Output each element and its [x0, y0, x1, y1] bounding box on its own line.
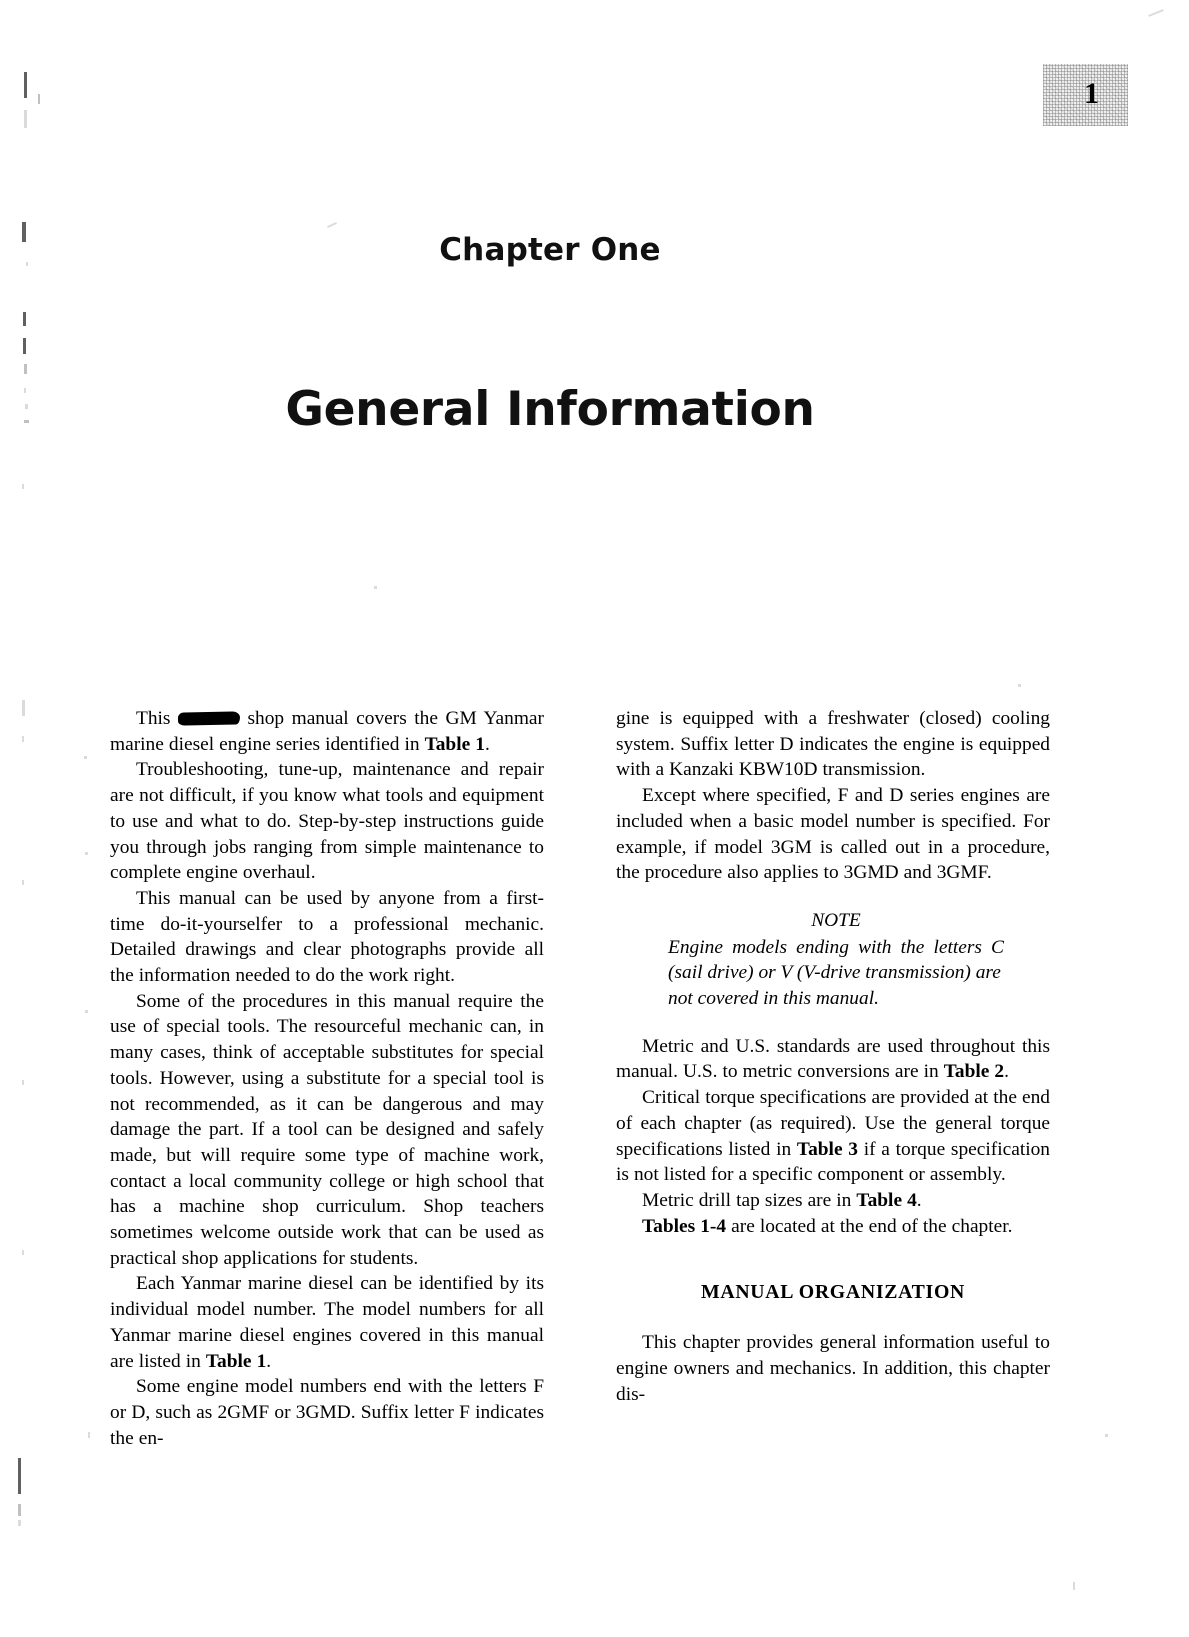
paragraph-chapter-overview: This chapter provides general information useful to engine owners and mechanics. In addition, this chapter dis-	[616, 1332, 1050, 1405]
paragraph-series-inclusion: Except where specified, F and D series engines are included when a basic model number is specified. For example, if model 3GM is called out in a procedure, the procedure also applies to 3GMD and 3GMF.	[616, 785, 1050, 884]
torque-tail: if a torque specification is not listed for a specific component or assembly.	[616, 1138, 1050, 1186]
torque-lead: Critical torque specifications are provided at the end of each chapter (as required). Use the general torque specifications listed in	[616, 1087, 1050, 1160]
note-block	[616, 908, 1050, 1012]
paragraph-model-numbers	[110, 1271, 544, 1374]
table-reference-1b: Table 1	[205, 1350, 267, 1372]
table-reference-1: Table 1	[424, 733, 485, 755]
left-column	[110, 706, 544, 1451]
intro-tail: .	[484, 733, 490, 755]
scan-artifact	[22, 1250, 24, 1255]
metric-lead: Metric and U.S. standards are used throughout this manual. U.S. to metric conversions are in	[616, 1035, 1050, 1083]
scan-artifact	[22, 222, 26, 242]
scan-artifact	[1073, 1582, 1075, 1590]
scan-artifact	[24, 110, 27, 128]
scan-artifact	[18, 1520, 21, 1526]
scan-artifact	[23, 312, 26, 326]
intro-lead: This	[136, 708, 178, 729]
scan-artifact	[26, 262, 28, 266]
paragraph-audience: This manual can be used by anyone from a first-time do-it-yourselfer to a professional mechanic. Detailed drawings and clear photographs provide all the information needed to do the work right.	[110, 887, 544, 987]
intro-mid: shop manual covers the GM Yanmar marine diesel engine series identified in	[110, 708, 544, 755]
scan-artifact	[84, 756, 87, 759]
scan-artifact	[24, 420, 29, 423]
scan-artifact	[22, 1080, 24, 1085]
table-reference-3: Table 3	[796, 1138, 858, 1160]
paragraph-troubleshooting: Troubleshooting, tune-up, maintenance and repair are not difficult, if you know what tools and equipment to use and what to do. Step-by-step instructions guide you through jobs ranging from simple maintenance to complete engine overhaul.	[110, 759, 544, 884]
scan-artifact	[18, 1458, 21, 1494]
scan-artifact	[374, 586, 377, 589]
scan-artifact	[1018, 684, 1021, 687]
drill-tap-lead: Metric drill tap sizes are in	[642, 1189, 857, 1211]
body-columns	[110, 706, 1050, 1451]
scan-artifact	[24, 72, 27, 98]
scan-artifact	[85, 852, 88, 855]
note-label: NOTE	[811, 909, 861, 931]
paragraph-metric-standards	[616, 1034, 1050, 1085]
scan-artifact	[25, 404, 28, 409]
scan-artifact	[24, 364, 27, 374]
table-reference-4: Table 4	[856, 1189, 917, 1211]
scan-artifact	[1105, 1434, 1108, 1437]
drill-tap-tail: .	[916, 1189, 922, 1211]
model-numbers-lead: Each Yanmar marine diesel can be identified by its individual model number. The model numbers for all Yanmar marine diesel engines covered in this manual are listed in	[110, 1273, 544, 1372]
table-reference-1-4: Tables 1-4	[642, 1215, 727, 1237]
scan-artifact	[1148, 9, 1164, 17]
paragraph-tables-location	[616, 1214, 1050, 1240]
scan-artifact	[22, 736, 24, 742]
scan-artifact	[85, 1010, 88, 1013]
redaction-bar	[178, 711, 240, 725]
scan-artifact	[22, 484, 24, 489]
scan-artifact	[22, 700, 25, 716]
scan-artifact	[88, 1432, 90, 1438]
paragraph-intro	[110, 706, 544, 757]
scan-artifact	[24, 388, 26, 393]
scan-artifact	[23, 338, 26, 354]
note-line-3: not covered in this manual.	[668, 988, 879, 1010]
paragraph-suffix-letters: Some engine model numbers end with the letters F or D, such as 2GMF or 3GMD. Suffix letter F indicates the en-	[110, 1376, 544, 1449]
model-numbers-tail: .	[266, 1350, 272, 1372]
right-column	[616, 706, 1050, 1451]
paragraph-drill-tap	[616, 1188, 1050, 1214]
note-line-1: Engine models ending with the letters C	[668, 936, 1004, 958]
paragraph-cooling-system: gine is equipped with a freshwater (closed) cooling system. Suffix letter D indicates the engine is equipped with a Kanzaki KBW10D transmission.	[616, 708, 1050, 781]
page-number: 1	[1084, 77, 1099, 110]
section-heading-manual-organization: MANUAL ORGANIZATION	[700, 1281, 966, 1304]
page-title: General Information	[285, 382, 815, 437]
note-text	[668, 935, 1004, 1012]
scan-artifact	[327, 222, 337, 228]
table-reference-2: Table 2	[943, 1061, 1005, 1083]
scan-artifact	[18, 1504, 21, 1516]
scan-artifact	[22, 880, 24, 885]
note-line-2: (sail drive) or V (V-drive transmission) are	[668, 962, 1001, 984]
page-number-badge	[1043, 64, 1128, 126]
tables-location-tail: are located at the end of the chapter.	[726, 1215, 1013, 1237]
scan-artifact	[38, 94, 40, 104]
chapter-label: Chapter One	[439, 232, 661, 268]
paragraph-torque-specs	[616, 1085, 1050, 1188]
metric-tail: .	[1004, 1061, 1009, 1083]
paragraph-special-tools: Some of the procedures in this manual require the use of special tools. The resourceful mechanic can, in many cases, think of acceptable substitutes for special tools. However, using a substitute for a special tool is not recommended, as it can be dangerous and may damage the part. If a tool can be designed and safely made, but will require some type of machine work, contact a local community college or high school that has a machine shop curriculum. Shop teachers sometimes welcome outside work that can be used as practical shop applications for students.	[110, 990, 544, 1269]
